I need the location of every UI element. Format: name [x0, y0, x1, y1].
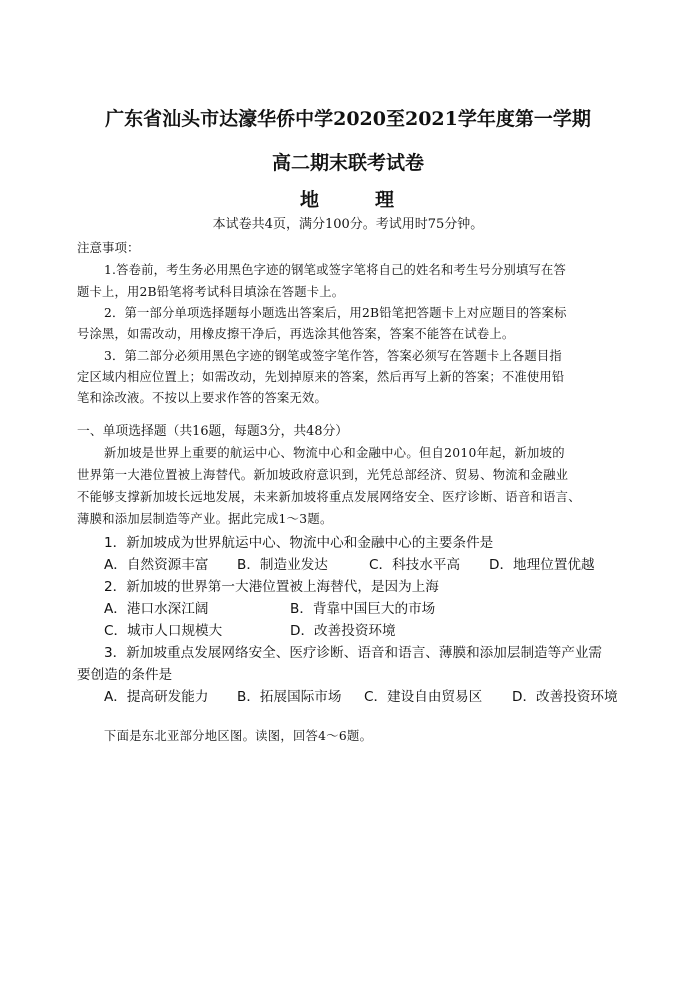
q2-option-a: A．港口水深江阔	[104, 601, 209, 617]
q1-option-a: A．自然资源丰富	[104, 557, 209, 573]
q2-option-c: C．城市人口规模大	[104, 623, 223, 639]
subject-char-1: 地	[300, 189, 320, 211]
section-heading: 一、单项选择题（共16题，每题3分，共48分）	[77, 424, 349, 439]
notice-line: 题卡上，用2B铅笔将考试科目填涂在答题卡上。	[77, 285, 345, 299]
notice-line: 定区域内相应位置上；如需改动，先划掉原来的答案，然后再写上新的答案；不准使用铅	[77, 370, 565, 384]
exam-title-line2: 高二期末联考试卷	[271, 152, 424, 174]
q3-option-d: D．改善投资环境	[512, 689, 618, 705]
notice-heading: 注意事项：	[77, 240, 140, 255]
question-3-stem: 3．新加坡重点发展网络安全、医疗诊断、语音和语言、薄膜和添加层制造等产业需	[104, 645, 603, 661]
q3-option-b: B．拓展国际市场	[237, 689, 342, 705]
notice-line: 号涂黑，如需改动，用橡皮擦干净后，再选涂其他答案，答案不能答在试卷上。	[77, 327, 515, 341]
question-2-stem: 2．新加坡的世界第一大港位置被上海替代，是因为上海	[104, 579, 439, 595]
passage-line: 不能够支撑新加坡长远地发展，未来新加坡将重点发展网络安全、医疗诊断、语音和语言、	[77, 490, 581, 504]
q3-option-a: A．提高研发能力	[104, 689, 209, 705]
passage-line: 薄膜和添加层制造等产业。据此完成1～3题。	[77, 512, 333, 526]
q2-option-d: D．改善投资环境	[290, 623, 396, 639]
notice-line: 笔和涂改液。不按以上要求作答的答案无效。	[77, 391, 327, 405]
exam-info: 本试卷共4页，满分100分。考试用时75分钟。	[212, 217, 484, 232]
q1-option-d: D．地理位置优越	[489, 557, 595, 573]
exam-title-line1: 广东省汕头市达濠华侨中学2020至2021学年度第一学期	[105, 108, 591, 130]
notice-line: 1.答卷前，考生务必用黑色字迹的钢笔或签字笔将自己的姓名和考生号分别填写在答	[104, 263, 567, 277]
next-question-prompt: 下面是东北亚部分地区图。读图，回答4～6题。	[104, 729, 373, 743]
passage-line: 世界第一大港位置被上海替代。新加坡政府意识到，光凭总部经济、贸易、物流和金融业	[77, 468, 569, 482]
q3-option-c: C．建设自由贸易区	[364, 689, 483, 705]
subject-char-2: 理	[375, 189, 395, 211]
question-3-stem-cont: 要创造的条件是	[77, 667, 173, 683]
question-1-stem: 1．新加坡成为世界航运中心、物流中心和金融中心的主要条件是	[104, 535, 494, 551]
notice-line: 3．第二部分必须用黑色字迹的钢笔或签字笔作答，答案必须写在答题卡上各题目指	[104, 349, 562, 363]
notice-line: 2．第一部分单项选择题每小题选出答案后，用2B铅笔把答题卡上对应题目的答案标	[104, 306, 567, 320]
q1-option-b: B．制造业发达	[237, 557, 328, 573]
q2-option-b: B．背靠中国巨大的市场	[290, 601, 436, 617]
passage-line: 新加坡是世界上重要的航运中心、物流中心和金融中心。但自2010年起，新加坡的	[104, 446, 565, 460]
q1-option-c: C．科技水平高	[369, 557, 461, 573]
